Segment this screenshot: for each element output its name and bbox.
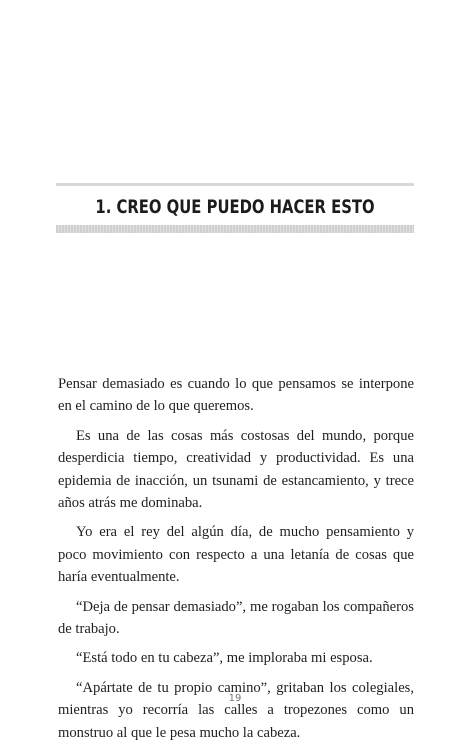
chapter-rule-bottom (56, 225, 414, 233)
paragraph: “Deja de pensar demasiado”, me rogaban los compañeros de trabajo. (58, 598, 414, 638)
page-number: 19 (228, 693, 242, 704)
paragraph: “Apártate de tu propio camino”, gritaban los colegiales, mientras yo recorría las calles a tropezones como un monstruo al que le pesa mucho la cabeza. (58, 679, 414, 741)
chapter-rule-top (56, 183, 414, 186)
paragraph: Es una de las cosas más costosas del mundo, porque desperdicia tiempo, creatividad y productividad. Es una epidemia de inacción, un tsunami de estancamiento, y trece años atrás me dominaba. (58, 427, 414, 512)
paragraph: Pensar demasiado es cuando lo que pensamos se interpone en el camino de lo que queremos. (58, 376, 414, 415)
paragraph: Yo era el rey del algún día, de mucho pensamiento y poco movimiento con respecto a una letanía de cosas que haría eventualmente. (58, 524, 414, 586)
chapter-title: 1. CREO QUE PUEDO HACER ESTO (95, 196, 375, 218)
paragraph: “Está todo en tu cabeza”, me imploraba mi esposa. (76, 650, 373, 667)
